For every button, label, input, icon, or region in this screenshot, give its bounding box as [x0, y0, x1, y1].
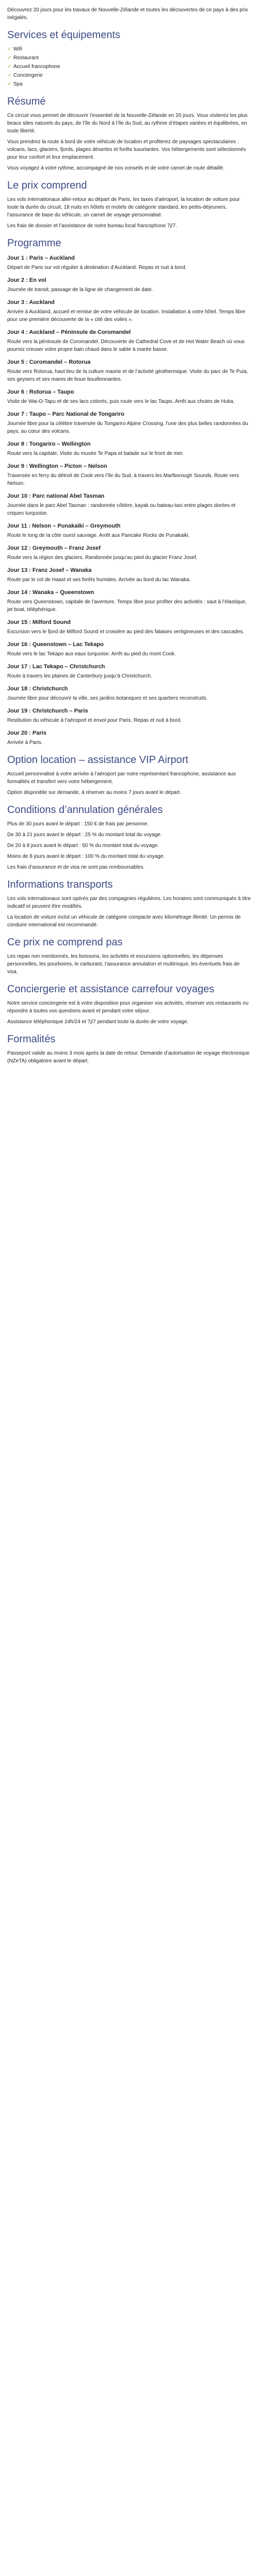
section-paragraph: De 20 à 8 jours avant le départ : 50 % du montant total du voyage.: [7, 843, 159, 849]
service-item: [7, 72, 251, 79]
day-title: Jour 14 : Wanaka – Queenstown: [7, 589, 94, 596]
service-item: [7, 54, 251, 62]
sections-container: [7, 29, 251, 1065]
day-title: Jour 6 : Rotorua – Taupo: [7, 389, 74, 395]
section-title: Conciergerie et assistance carrefour voyages: [7, 984, 215, 995]
day-title: Jour 5 : Coromandel – Rotorua: [7, 359, 91, 365]
day-text: Route vers Rotorua, haut lieu de la culture maorie et de l’activité géothermique. Visite du parc de Te Puia, ses geysers et ses mares de boue bouillonnantes.: [7, 369, 248, 382]
section-prix-non: [7, 936, 251, 976]
section-paragraph: Ce circuit vous permet de découvrir l’essentiel de la Nouvelle-Zélande en 20 jours. Vous visiterez les plus beaux sites naturels du pays, de l’île du Nord à l’île du Sud, au rythme d’étapes variées et équilibrées, en toute liberté.: [7, 113, 248, 134]
day-title: Jour 19 : Christchurch – Paris: [7, 708, 88, 714]
section-paragraph: La location de voiture inclut un véhicule de catégorie compacte avec kilométrage illimité. Un permis de conduire international est recommandé.: [7, 914, 241, 928]
section-title: Résumé: [7, 96, 46, 107]
section-programme: [7, 237, 251, 747]
check-icon: ✓: [7, 46, 12, 52]
service-item: [7, 45, 251, 53]
service-label: Accueil francophone: [13, 64, 60, 70]
section-paragraph: Les vols internationaux sont opérés par des compagnies régulières. Les horaires sont communiqués à titre indicatif et peuvent être modifiés.: [7, 896, 251, 909]
section-formalites: [7, 1033, 251, 1065]
service-label: Spa: [13, 81, 23, 87]
section-resume: [7, 95, 251, 172]
day-title: Jour 18 : Christchurch: [7, 686, 68, 692]
service-label: Restaurant: [13, 55, 39, 61]
service-label: Conciergerie: [13, 73, 43, 78]
day-title: Jour 1 : Paris – Auckland: [7, 255, 75, 261]
services-list: [7, 45, 251, 88]
section-title: Ce prix ne comprend pas: [7, 937, 123, 948]
day-title: Jour 4 : Auckland – Péninsule de Coromandel: [7, 329, 131, 335]
day-text: Départ de Paris sur vol régulier à destination d’Auckland. Repas et nuit à bord.: [7, 265, 187, 270]
service-item: [7, 63, 251, 71]
day-text: Route à travers les plaines de Canterbury jusqu’à Christchurch.: [7, 673, 152, 679]
section-title: Formalités: [7, 1033, 56, 1045]
section-option: [7, 754, 251, 796]
section-paragraph: Les frais de dossier et l’assistance de notre bureau local francophone 7j/7.: [7, 223, 178, 229]
day-title: Jour 20 : Paris: [7, 730, 46, 736]
section-paragraph: Les frais d’assurance et de visa ne sont pas remboursables.: [7, 865, 145, 870]
service-item: [7, 80, 251, 88]
section-title: Informations transports: [7, 879, 113, 890]
section-paragraph: Option disponible sur demande, à réserver au moins 7 jours avant le départ.: [7, 790, 181, 795]
day-title: Jour 10 : Parc national Abel Tasman: [7, 493, 105, 499]
section-paragraph: Assistance téléphonique 24h/24 et 7j/7 pendant toute la durée de votre voyage.: [7, 1019, 189, 1025]
day-text: Journée libre pour découvrir la ville, ses jardins botaniques et ses quartiers reconstruits.: [7, 696, 208, 701]
day-title: Jour 8 : Tongariro – Wellington: [7, 441, 91, 447]
day-title: Jour 3 : Auckland: [7, 299, 55, 306]
day-title: Jour 7 : Taupo – Parc National de Tongariro: [7, 411, 124, 417]
section-title: Conditions d’annulation générales: [7, 804, 163, 816]
day-text: Arrivée à Auckland, accueil et remise de votre véhicule de location. Installation à votre hôtel. Temps libre pour une première découverte de la « cité des voiles ».: [7, 309, 246, 323]
day-text: Arrivée à Paris.: [7, 740, 43, 745]
day-title: Jour 2 : En vol: [7, 277, 46, 283]
day-text: Route vers le lac Tekapo aux eaux turquoise. Arrêt au pied du mont Cook.: [7, 651, 176, 657]
intro-text: Découvrez 20 jours pour les travaux de Nouvelle-Zélande et toutes les découvertes de ce pays à des prix inégalés.: [7, 7, 248, 21]
section-paragraph: Plus de 30 jours avant le départ : 150 € de frais par personne.: [7, 821, 149, 827]
section-title: Le prix comprend: [7, 180, 87, 191]
section-transports: [7, 878, 251, 929]
day-title: Jour 12 : Greymouth – Franz Josef: [7, 545, 101, 551]
day-text: Visite de Wai-O-Tapu et de ses lacs colorés, puis route vers le lac Taupo. Arrêt aux chutes de Huka.: [7, 399, 235, 404]
section-paragraph: Moins de 8 jours avant le départ : 100 % du montant total du voyage.: [7, 854, 165, 859]
day-text: Journée de transit, passage de la ligne de changement de date.: [7, 287, 153, 293]
day-text: Route vers la capitale. Visite du musée Te Papa et balade sur le front de mer.: [7, 451, 184, 456]
service-label: Wifi: [13, 46, 22, 52]
day-text: Route par le col de Haast et ses forêts humides. Arrivée au bord du lac Wanaka.: [7, 577, 191, 583]
section-title: Option location – assistance VIP Airport: [7, 754, 188, 766]
day-title: Jour 13 : Franz Josef – Wanaka: [7, 567, 92, 573]
day-text: Traversée en ferry du détroit de Cook vers l’île du Sud, à travers les Marlborough Sounds. Route vers Nelson.: [7, 473, 239, 486]
day-text: Excursion vers le fjord de Milford Sound et croisière au pied des falaises vertigineuses et des cascades.: [7, 629, 245, 635]
check-icon: ✓: [7, 55, 12, 61]
day-text: Route vers Queenstown, capitale de l’aventure. Temps libre pour profiter des activités : saut à l’élastique, jet boat, téléphérique.: [7, 599, 247, 613]
day-text: Route vers la péninsule de Coromandel. Découverte de Cathedral Cove et de Hot Water Beach où vous pourrez creuser votre propre bain chaud dans le sable à marée basse.: [7, 339, 245, 352]
section-title: Services et équipements: [7, 29, 121, 41]
section-conditions: [7, 804, 251, 871]
section-paragraph: Accueil personnalisé à votre arrivée à l’aéroport par notre représentant francophone, assistance aux formalités et transfert vers votre hébergement.: [7, 771, 236, 785]
day-title: Jour 11 : Nelson – Punakaiki – Greymouth: [7, 523, 121, 529]
section-paragraph: Les vols internationaux aller-retour au départ de Paris, les taxes d’aéroport, la location de voiture pour toute la durée du circuit, 18 nuits en hôtels et motels de catégorie standard, les petits-déjeuners, l’assurance de base du véhicule, un carnet de voyage personnalisé.: [7, 197, 240, 218]
section-services: [7, 29, 251, 88]
day-text: Restitution du véhicule à l’aéroport et envol pour Paris. Repas et nuit à bord.: [7, 718, 182, 723]
section-paragraph: Notre service conciergerie est à votre disposition pour organiser vos activités, réserver vos restaurants ou répondre à toutes vos questions avant et pendant votre séjour.: [7, 1001, 249, 1014]
section-paragraph: Les repas non mentionnés, les boissons, les activités et excursions optionnelles, les dépenses personnelles, les pourboires, le carburant, l’assurance annulation et multirisque, les éventuels frais de visa.: [7, 954, 240, 975]
day-title: Jour 16 : Queenstown – Lac Tekapo: [7, 641, 104, 648]
day-title: Jour 17 : Lac Tekapo – Christchurch: [7, 664, 105, 670]
day-title: Jour 9 : Wellington – Picton – Nelson: [7, 463, 107, 469]
section-paragraph: De 30 à 21 jours avant le départ : 25 % du montant total du voyage.: [7, 832, 162, 838]
section-paragraph: Vous prendrez la route à bord de votre véhicule de location et profiterez de paysages spectaculaires : volcans, lacs, glaciers, fjords, plages désertes et forêts luxuriantes. Vos hébergements sont sélectionnés pour leur confort et leur emplacement.: [7, 139, 246, 160]
check-icon: ✓: [7, 81, 12, 87]
section-paragraph: Vous voyagez à votre rythme, accompagné de nos conseils et de votre carnet de route détaillé.: [7, 165, 224, 171]
day-text: Journée libre pour la célèbre traversée du Tongariro Alpine Crossing, l’une des plus belles randonnées du pays, au cœur des volcans.: [7, 421, 248, 434]
section-title: Programme: [7, 238, 61, 249]
day-text: Route vers la région des glaciers. Randonnée jusqu’au pied du glacier Franz Josef.: [7, 555, 198, 561]
day-text: Route le long de la côte ouest sauvage. Arrêt aux Pancake Rocks de Punakaiki.: [7, 533, 190, 538]
section-prix: [7, 179, 251, 230]
section-conciergerie: [7, 983, 251, 1026]
check-icon: ✓: [7, 73, 12, 78]
day-text: Journée dans le parc Abel Tasman : randonnée côtière, kayak ou bateau-taxi entre plages dorées et criques turquoise.: [7, 503, 236, 516]
day-title: Jour 15 : Milford Sound: [7, 619, 71, 625]
check-icon: ✓: [7, 64, 12, 70]
section-paragraph: Passeport valide au moins 3 mois après la date de retour. Demande d’autorisation de voyage électronique (NZeTA) obligatoire avant le départ.: [7, 1050, 250, 1064]
